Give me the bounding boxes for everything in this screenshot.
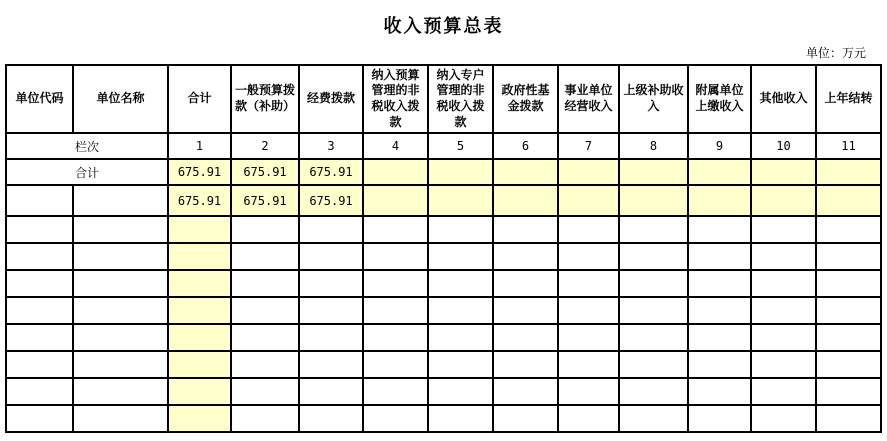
value-cell xyxy=(168,270,231,297)
value-cell xyxy=(428,297,493,324)
value-cell xyxy=(751,185,816,216)
column-header-7: 纳入专户管理的非税收入拨款 xyxy=(428,65,493,133)
unit-code-cell xyxy=(6,297,73,324)
value-cell: 675.91 xyxy=(231,185,299,216)
value-cell: 675.91 xyxy=(299,185,363,216)
column-header-11: 附属单位上缴收入 xyxy=(688,65,751,133)
total-value-1: 675.91 xyxy=(168,159,231,185)
column-header-5: 经费拨款 xyxy=(299,65,363,133)
table-row xyxy=(6,405,881,432)
value-cell xyxy=(688,378,751,405)
value-cell xyxy=(231,324,299,351)
column-header-9: 事业单位经营收入 xyxy=(558,65,619,133)
table-header xyxy=(6,65,881,133)
unit-code-cell xyxy=(6,324,73,351)
column-index-9: 9 xyxy=(688,133,751,159)
value-cell xyxy=(619,185,688,216)
value-cell xyxy=(493,405,558,432)
total-row-label: 合计 xyxy=(6,159,168,185)
column-header-12: 其他收入 xyxy=(751,65,816,133)
value-cell xyxy=(558,351,619,378)
value-cell xyxy=(428,351,493,378)
value-cell xyxy=(751,216,816,243)
column-header-6: 纳入预算管理的非税收入拨款 xyxy=(363,65,428,133)
value-cell xyxy=(231,297,299,324)
value-cell xyxy=(619,324,688,351)
value-cell xyxy=(751,270,816,297)
value-cell xyxy=(558,270,619,297)
value-cell xyxy=(168,378,231,405)
value-cell xyxy=(428,405,493,432)
value-cell xyxy=(299,324,363,351)
unit-name-cell xyxy=(73,405,168,432)
unit-name-cell xyxy=(73,216,168,243)
column-index-11: 11 xyxy=(816,133,881,159)
total-value-9 xyxy=(688,159,751,185)
value-cell xyxy=(558,216,619,243)
value-cell xyxy=(816,270,881,297)
table-row xyxy=(6,297,881,324)
header-row xyxy=(6,65,881,133)
column-index-8: 8 xyxy=(619,133,688,159)
value-cell xyxy=(363,216,428,243)
value-cell xyxy=(428,324,493,351)
value-cell xyxy=(619,378,688,405)
column-index-4: 4 xyxy=(363,133,428,159)
value-cell xyxy=(751,297,816,324)
value-cell xyxy=(816,216,881,243)
table-body xyxy=(6,133,881,432)
value-cell xyxy=(428,216,493,243)
column-header-2: 单位名称 xyxy=(73,65,168,133)
value-cell xyxy=(168,216,231,243)
value-cell xyxy=(558,324,619,351)
value-cell xyxy=(619,270,688,297)
value-cell xyxy=(816,243,881,270)
value-cell xyxy=(816,324,881,351)
total-value-4 xyxy=(363,159,428,185)
value-cell xyxy=(751,405,816,432)
table-row xyxy=(6,351,881,378)
table-row xyxy=(6,185,881,216)
column-index-5: 5 xyxy=(428,133,493,159)
table-row xyxy=(6,270,881,297)
value-cell xyxy=(751,378,816,405)
value-cell xyxy=(816,351,881,378)
value-cell xyxy=(168,324,231,351)
unit-name-cell xyxy=(73,243,168,270)
value-cell xyxy=(363,270,428,297)
unit-code-cell xyxy=(6,216,73,243)
value-cell xyxy=(428,270,493,297)
value-cell xyxy=(168,351,231,378)
column-index-7: 7 xyxy=(558,133,619,159)
value-cell xyxy=(619,216,688,243)
unit-note: 单位：万元 xyxy=(805,46,866,60)
value-cell xyxy=(688,216,751,243)
value-cell xyxy=(231,405,299,432)
value-cell xyxy=(168,297,231,324)
value-cell xyxy=(619,297,688,324)
total-value-5 xyxy=(428,159,493,185)
column-header-13: 上年结转 xyxy=(816,65,881,133)
unit-name-cell xyxy=(73,351,168,378)
value-cell xyxy=(231,270,299,297)
value-cell xyxy=(168,405,231,432)
value-cell xyxy=(363,297,428,324)
value-cell xyxy=(619,243,688,270)
value-cell xyxy=(363,243,428,270)
value-cell xyxy=(299,378,363,405)
value-cell xyxy=(493,297,558,324)
value-cell xyxy=(363,185,428,216)
column-index-3: 3 xyxy=(299,133,363,159)
value-cell xyxy=(688,185,751,216)
value-cell xyxy=(751,324,816,351)
value-cell xyxy=(688,270,751,297)
total-value-10 xyxy=(751,159,816,185)
value-cell xyxy=(299,243,363,270)
value-cell xyxy=(299,405,363,432)
value-cell xyxy=(558,405,619,432)
value-cell xyxy=(428,185,493,216)
value-cell xyxy=(231,378,299,405)
value-cell xyxy=(558,378,619,405)
unit-code-cell xyxy=(6,243,73,270)
total-value-3: 675.91 xyxy=(299,159,363,185)
value-cell xyxy=(688,324,751,351)
page-title: 收入预算总表 xyxy=(383,16,504,36)
total-value-8 xyxy=(619,159,688,185)
index-row xyxy=(6,133,881,159)
total-value-2: 675.91 xyxy=(231,159,299,185)
value-cell xyxy=(688,243,751,270)
table-row xyxy=(6,324,881,351)
unit-code-cell xyxy=(6,405,73,432)
unit-name-cell xyxy=(73,297,168,324)
index-row-label: 栏次 xyxy=(6,133,168,159)
value-cell xyxy=(363,324,428,351)
value-cell xyxy=(299,216,363,243)
value-cell xyxy=(493,351,558,378)
value-cell xyxy=(363,405,428,432)
column-header-8: 政府性基金拨款 xyxy=(493,65,558,133)
column-index-10: 10 xyxy=(751,133,816,159)
value-cell xyxy=(231,216,299,243)
value-cell xyxy=(816,185,881,216)
value-cell xyxy=(688,405,751,432)
total-value-6 xyxy=(493,159,558,185)
value-cell xyxy=(619,405,688,432)
unit-code-cell xyxy=(6,378,73,405)
income-budget-table xyxy=(5,64,882,433)
value-cell xyxy=(493,243,558,270)
value-cell xyxy=(231,351,299,378)
value-cell: 675.91 xyxy=(168,185,231,216)
unit-code-cell xyxy=(6,351,73,378)
value-cell xyxy=(558,185,619,216)
table-row xyxy=(6,378,881,405)
table-row xyxy=(6,243,881,270)
value-cell xyxy=(168,243,231,270)
value-cell xyxy=(493,378,558,405)
value-cell xyxy=(688,351,751,378)
column-header-3: 合计 xyxy=(168,65,231,133)
value-cell xyxy=(751,243,816,270)
column-index-2: 2 xyxy=(231,133,299,159)
value-cell xyxy=(816,405,881,432)
value-cell xyxy=(493,324,558,351)
value-cell xyxy=(816,378,881,405)
value-cell xyxy=(299,270,363,297)
unit-code-cell xyxy=(6,185,73,216)
value-cell xyxy=(428,378,493,405)
value-cell xyxy=(816,297,881,324)
unit-name-cell xyxy=(73,185,168,216)
value-cell xyxy=(493,185,558,216)
unit-name-cell xyxy=(73,270,168,297)
value-cell xyxy=(299,351,363,378)
column-header-10: 上级补助收入 xyxy=(619,65,688,133)
column-index-1: 1 xyxy=(168,133,231,159)
column-index-6: 6 xyxy=(493,133,558,159)
value-cell xyxy=(428,243,493,270)
value-cell xyxy=(363,378,428,405)
unit-name-cell xyxy=(73,378,168,405)
column-header-4: 一般预算拨款（补助） xyxy=(231,65,299,133)
total-value-11 xyxy=(816,159,881,185)
value-cell xyxy=(619,351,688,378)
value-cell xyxy=(231,243,299,270)
value-cell xyxy=(363,351,428,378)
value-cell xyxy=(493,270,558,297)
value-cell xyxy=(751,351,816,378)
value-cell xyxy=(493,216,558,243)
table-row xyxy=(6,216,881,243)
total-row xyxy=(6,159,881,185)
unit-code-cell xyxy=(6,270,73,297)
value-cell xyxy=(558,243,619,270)
unit-name-cell xyxy=(73,324,168,351)
total-value-7 xyxy=(558,159,619,185)
value-cell xyxy=(299,297,363,324)
value-cell xyxy=(688,297,751,324)
value-cell xyxy=(558,297,619,324)
column-header-1: 单位代码 xyxy=(6,65,73,133)
